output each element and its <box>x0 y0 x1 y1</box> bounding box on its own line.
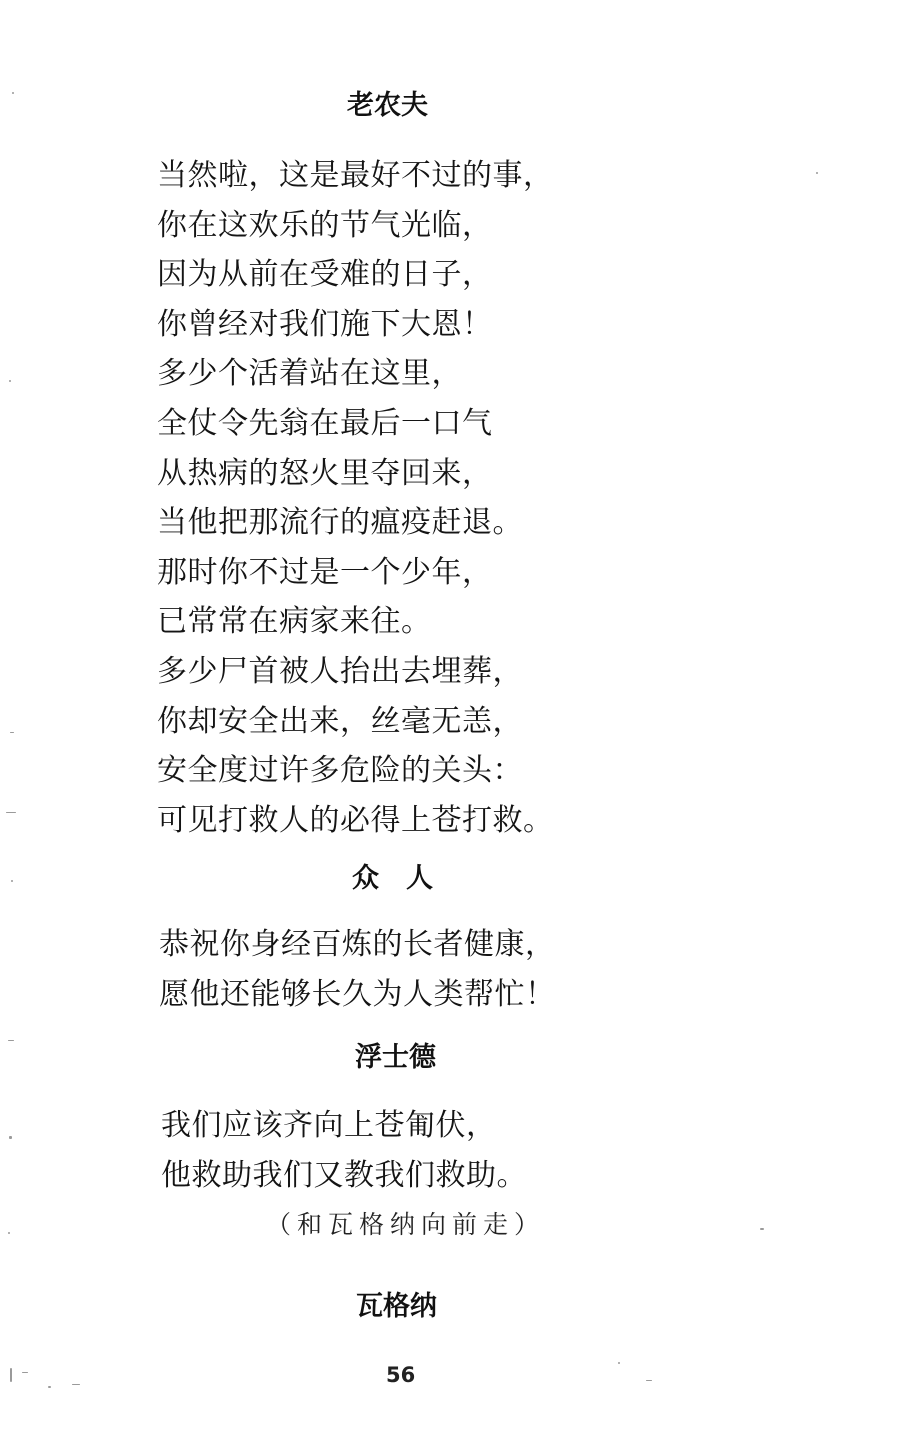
speaker-wagner: 瓦格纳 <box>356 1291 437 1322</box>
scan-speck <box>760 1228 764 1230</box>
verse-line: 已常常在病家来往。 <box>157 604 432 640</box>
scan-speck <box>9 380 11 382</box>
verse-line: 你却安全出来，丝毫无恙， <box>157 703 523 739</box>
verse-line: 当然啦，这是最好不过的事， <box>157 158 554 193</box>
verse-line: 那时你不过是一个少年， <box>157 554 493 590</box>
verse-line: 全仗令先翁在最后一口气 <box>157 405 493 441</box>
verse-line: 我们应该齐向上苍匍伏， <box>161 1108 497 1143</box>
stage-direction: （和瓦格纳向前走） <box>266 1210 546 1239</box>
verse-line: 从热病的怒火里夺回来， <box>157 455 493 491</box>
scan-speck <box>11 880 13 882</box>
verse-line: 当他把那流行的瘟疫赶退。 <box>157 505 523 541</box>
verse-line: 你曾经对我们施下大恩！ <box>157 306 493 342</box>
verse-line: 恭祝你身经百炼的长者健康， <box>159 927 556 962</box>
speaker-old-farmer: 老农夫 <box>347 90 428 121</box>
page-number: 56 <box>386 1363 416 1387</box>
old-farmer-speech <box>157 156 554 850</box>
scan-speck <box>8 1232 10 1234</box>
verse-line: 因为从前在受难的日子， <box>157 257 493 293</box>
scan-speck <box>22 1372 28 1373</box>
scan-speck <box>10 1368 12 1382</box>
scan-speck <box>10 732 14 733</box>
verse-line: 他救助我们又教我们救助。 <box>161 1157 527 1193</box>
verse-line: 多少个活着站在这里， <box>157 356 462 392</box>
scan-speck <box>72 1384 80 1385</box>
scan-speck <box>618 1362 620 1364</box>
scan-speck <box>6 812 16 813</box>
speaker-faust: 浮士德 <box>355 1042 436 1073</box>
crowd-speech <box>159 925 556 1024</box>
verse-line: 可见打救人的必得上苍打救。 <box>157 802 554 838</box>
verse-line: 愿他还能够长久为人类帮忙！ <box>159 976 556 1012</box>
scan-speck <box>646 1380 652 1381</box>
verse-line: 多少尸首被人抬出去埋葬， <box>157 653 523 689</box>
scan-speck <box>9 1136 12 1139</box>
speaker-crowd: 众 人 <box>352 863 433 894</box>
verse-line: 安全度过许多危险的关头： <box>157 753 523 789</box>
scan-speck <box>48 1386 51 1388</box>
scan-speck <box>816 172 818 174</box>
scan-speck <box>12 92 14 94</box>
verse-line: 你在这欢乐的节气光临， <box>157 207 493 243</box>
faust-speech <box>161 1106 527 1205</box>
scan-speck <box>8 1040 14 1041</box>
